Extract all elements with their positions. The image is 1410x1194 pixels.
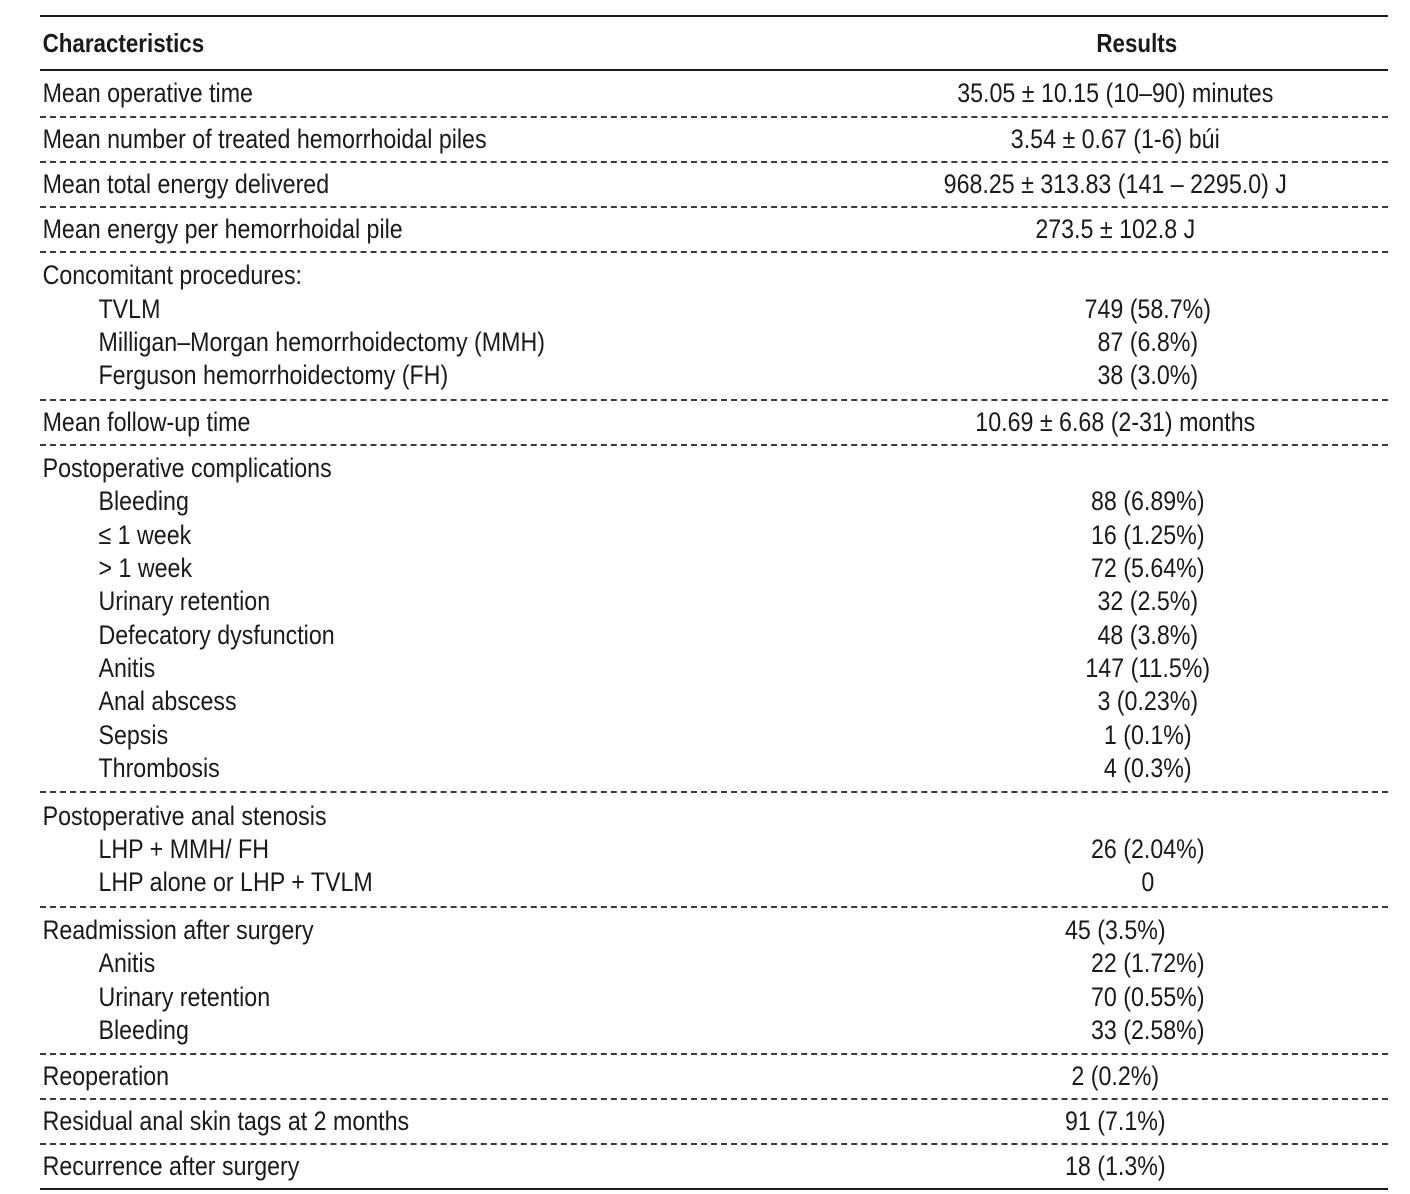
- sub-row-value: 87 (6.8%): [1097, 326, 1199, 357]
- table-row: [40, 619, 1388, 652]
- row-label: Mean total energy delivered: [42, 169, 330, 199]
- sub-row-value: 749 (58.7%): [1084, 293, 1212, 324]
- sub-row-value: 33 (2.58%): [1090, 1015, 1205, 1045]
- sub-row-value: 147 (11.5%): [1085, 653, 1211, 684]
- sub-row-label: LHP alone or LHP + TVLM: [98, 867, 373, 898]
- table-row: [40, 359, 1388, 392]
- table-row-recurrence: [40, 1143, 1388, 1188]
- table-row: [40, 552, 1388, 585]
- sub-row-value: 88 (6.89%): [1090, 486, 1205, 517]
- sub-row-label: ≤ 1 week: [98, 519, 192, 550]
- row-value: 3.54 ± 0.67 (1-6) búi: [1010, 124, 1220, 154]
- table-group-readmission: [40, 906, 1388, 1054]
- sub-row-value: 0: [1141, 867, 1155, 898]
- sub-row-value: 4 (0.3%): [1103, 753, 1192, 784]
- group-label: Postoperative complications: [42, 452, 332, 483]
- table-group-stenosis: [40, 791, 1388, 905]
- table-row-skin-tags: [40, 1098, 1388, 1143]
- row-label: Mean follow-up time: [42, 406, 251, 437]
- table-row-total-energy: [40, 161, 1388, 206]
- sub-row-label: Anitis: [98, 653, 156, 684]
- table-row: [40, 518, 1388, 551]
- group-heading-row: [40, 452, 1388, 485]
- table-row: [40, 719, 1388, 752]
- sub-row-value: 3 (0.23%): [1097, 686, 1199, 717]
- sub-row-value: 16 (1.25%): [1090, 519, 1205, 550]
- sub-row-value: 72 (5.64%): [1090, 552, 1205, 583]
- header-results: Results: [1096, 27, 1178, 58]
- row-value: 2 (0.2%): [1071, 1061, 1160, 1092]
- table-row: [40, 752, 1388, 785]
- row-label: Mean operative time: [42, 78, 253, 108]
- sub-row-label: Ferguson hemorrhoidectomy (FH): [98, 360, 449, 391]
- table-group-complications: [40, 444, 1388, 792]
- group-label: Postoperative anal stenosis: [42, 800, 327, 831]
- table-row-reoperation: [40, 1053, 1388, 1098]
- row-label: Reoperation: [42, 1061, 170, 1092]
- sub-row-label: Milligan–Morgan hemorrhoidectomy (MMH): [98, 326, 545, 357]
- sub-row-label: Urinary retention: [98, 586, 271, 617]
- group-label: Readmission after surgery: [42, 914, 314, 945]
- sub-row-value: 1 (0.1%): [1103, 719, 1192, 750]
- table-row: [40, 292, 1388, 325]
- row-value: 91 (7.1%): [1064, 1106, 1166, 1137]
- sub-row-label: TVLM: [98, 293, 161, 324]
- row-value: 273.5 ± 102.8 J: [1035, 214, 1196, 244]
- row-value: 18 (1.3%): [1064, 1151, 1166, 1182]
- sub-row-value: 22 (1.72%): [1090, 948, 1205, 979]
- row-label: Recurrence after surgery: [42, 1151, 300, 1182]
- results-table: [40, 15, 1388, 1190]
- sub-row-label: Bleeding: [98, 486, 189, 517]
- header-characteristics: Characteristics: [42, 27, 205, 58]
- table-row: [40, 485, 1388, 518]
- table-row-operative-time: [40, 71, 1388, 116]
- table-row-piles: [40, 116, 1388, 161]
- table-row: [40, 326, 1388, 359]
- group-heading-row: [40, 914, 1388, 947]
- table-row: [40, 652, 1388, 685]
- table-header: [40, 17, 1388, 71]
- sub-row-value: 38 (3.0%): [1097, 360, 1199, 391]
- sub-row-label: Defecatory dysfunction: [98, 619, 335, 650]
- group-heading-row: [40, 799, 1388, 832]
- sub-row-value: 70 (0.55%): [1090, 981, 1205, 1012]
- group-heading-row: [40, 259, 1388, 292]
- sub-row-label: Bleeding: [98, 1015, 189, 1045]
- table-row: [40, 866, 1388, 899]
- group-value: 45 (3.5%): [1064, 914, 1166, 945]
- row-label: Mean energy per hemorrhoidal pile: [42, 214, 403, 244]
- sub-row-label: Anal abscess: [98, 686, 237, 717]
- table-row: [40, 685, 1388, 718]
- table-row-energy-per-pile: [40, 206, 1388, 251]
- table-row: [40, 1014, 1388, 1047]
- sub-row-label: Anitis: [98, 948, 156, 979]
- sub-row-value: 26 (2.04%): [1090, 834, 1205, 865]
- sub-row-value: 32 (2.5%): [1097, 586, 1199, 617]
- sub-row-label: LHP + MMH/ FH: [98, 834, 270, 865]
- row-value: 968.25 ± 313.83 (141 – 2295.0) J: [943, 169, 1287, 199]
- sub-row-label: Sepsis: [98, 719, 169, 750]
- row-label: Residual anal skin tags at 2 months: [42, 1106, 410, 1137]
- row-value: 35.05 ± 10.15 (10–90) minutes: [957, 78, 1274, 108]
- table-group-concomitant: [40, 251, 1388, 399]
- table-row: [40, 980, 1388, 1013]
- table-row: [40, 833, 1388, 866]
- group-label: Concomitant procedures:: [42, 260, 303, 291]
- table-row-follow-up: [40, 399, 1388, 444]
- row-value: 10.69 ± 6.68 (2-31) months: [975, 406, 1256, 437]
- sub-row-label: Urinary retention: [98, 981, 271, 1012]
- sub-row-value: 48 (3.8%): [1097, 619, 1199, 650]
- sub-row-label: Thrombosis: [98, 753, 220, 784]
- row-label: Mean number of treated hemorrhoidal piles: [42, 124, 487, 154]
- table-row: [40, 585, 1388, 618]
- table-row: [40, 947, 1388, 980]
- sub-row-label: > 1 week: [98, 552, 193, 583]
